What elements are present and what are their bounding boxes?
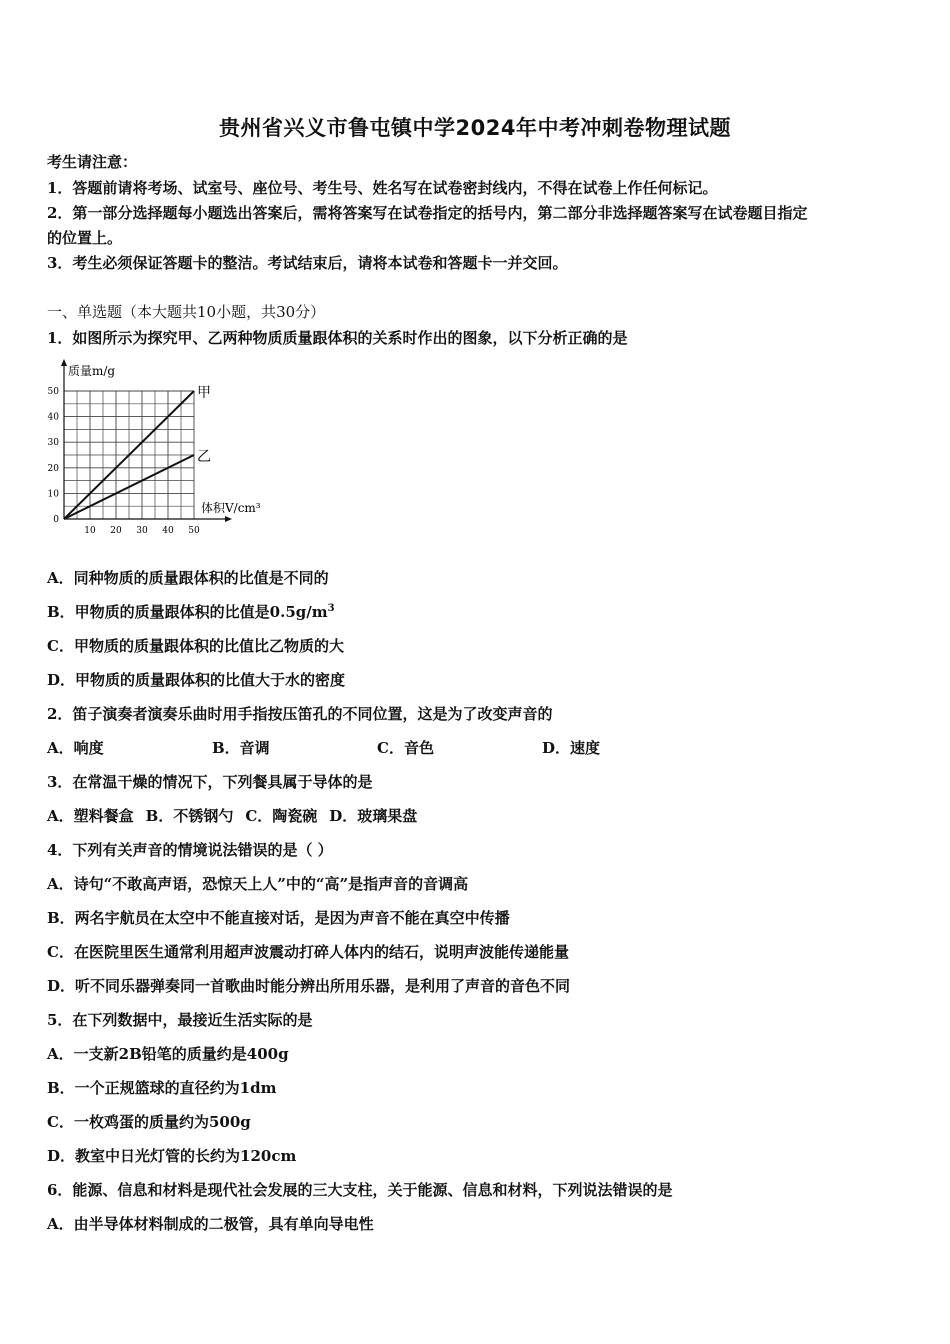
q4-option-d: D．听不同乐器弹奏同一首歌曲时能分辨出所用乐器，是利用了声音的音色不同 — [47, 977, 571, 995]
q2-option-d: D．速度 — [542, 739, 601, 757]
x-axis-label: 体积V/cm³ — [201, 501, 261, 515]
q5-option-c: C．一枚鸡蛋的质量约为500g — [47, 1113, 251, 1131]
q6-option-a: A．由半导体材料制成的二极管，具有单向导电性 — [47, 1215, 374, 1233]
q4-stem: 4．下列有关声音的情境说法错误的是（ ） — [47, 841, 333, 859]
y-tick-label: 0 — [53, 515, 59, 525]
q1-option-c: C．甲物质的质量跟体积的比值比乙物质的大 — [47, 637, 344, 655]
x-tick-label: 30 — [136, 526, 148, 536]
notice-item-1: 1．答题前请将考场、试室号、座位号、考生号、姓名写在试卷密封线内，不得在试卷上作任何标记。 — [47, 179, 718, 197]
q3-option-a: A．塑料餐盒 — [47, 807, 134, 825]
q5-option-d: D．教室中日光灯管的长约为120cm — [47, 1147, 297, 1165]
series-label-2: 乙 — [197, 449, 211, 465]
q3-stem: 3．在常温干燥的情况下，下列餐具属于导体的是 — [47, 773, 373, 791]
notice-item-2-cont: 的位置上。 — [47, 229, 123, 247]
series-label-1: 甲 — [197, 385, 211, 401]
q4-option-b: B．两名宇航员在太空中不能直接对话，是因为声音不能在真空中传播 — [47, 909, 510, 927]
x-tick-label: 10 — [84, 526, 96, 536]
q2-options — [47, 738, 600, 758]
graph-series — [64, 385, 211, 519]
y-axis-arrow — [61, 359, 67, 366]
x-axis-arrow — [225, 516, 232, 522]
q3-option-d: D．玻璃果盘 — [329, 807, 418, 825]
q1-option-b — [47, 602, 335, 622]
q1-stem: 1．如图所示为探究甲、乙两种物质质量跟体积的关系时作出的图象，以下分析正确的是 — [47, 329, 628, 347]
q1-option-a: A．同种物质的质量跟体积的比值是不同的 — [47, 569, 329, 587]
y-tick-label: 20 — [47, 463, 59, 474]
q5-option-b: B．一个正规篮球的直径约为1dm — [47, 1079, 277, 1097]
y-axis-label: 质量m/g — [68, 364, 116, 378]
page-title: 贵州省兴义市鲁屯镇中学2024年中考冲刺卷物理试题 — [219, 116, 731, 140]
q1-option-b-text: B．甲物质的质量跟体积的比值是0.5g/m — [47, 603, 328, 621]
y-tick-label: 40 — [47, 412, 59, 423]
q3-option-b: B．不锈钢勺 — [145, 807, 234, 825]
q4-option-c: C．在医院里医生通常利用超声波震动打碎人体内的结石，说明声波能传递能量 — [47, 943, 569, 961]
graph-labels — [48, 363, 261, 536]
q5-option-a: A．一支新2B铅笔的质量约是400g — [47, 1045, 289, 1063]
notice-item-3: 3．考生必须保证答题卡的整洁。考试结束后，请将本试卷和答题卡一并交回。 — [47, 254, 568, 272]
y-tick-label: 30 — [47, 438, 59, 449]
q1-option-b-sup: 3 — [327, 603, 335, 614]
x-tick-label: 50 — [188, 526, 200, 536]
notice-heading: 考生请注意： — [47, 153, 138, 171]
q1-option-d: D．甲物质的质量跟体积的比值大于水的密度 — [47, 671, 346, 689]
notice-item-2: 2．第一部分选择题每小题选出答案后，需将答案写在试卷指定的括号内，第二部分非选择题答案写在试卷题目指定 — [47, 204, 808, 222]
q5-stem: 5．在下列数据中，最接近生活实际的是 — [47, 1011, 313, 1029]
q2-option-b: B．音调 — [212, 739, 270, 757]
y-tick-label: 10 — [47, 489, 59, 500]
q6-stem: 6．能源、信息和材料是现代社会发展的三大支柱，关于能源、信息和材料，下列说法错误的是 — [47, 1181, 673, 1199]
section-heading: 一、单选题（本大题共10小题，共30分） — [47, 303, 326, 321]
x-tick-label: 20 — [110, 526, 122, 536]
q3-option-c: C．陶瓷碗 — [245, 807, 318, 825]
x-tick-label: 40 — [162, 526, 174, 536]
q2-option-a: A．响度 — [47, 739, 104, 757]
q4-option-a: A．诗句“不敢高声语，恐惊天上人”中的“高”是指声音的音调高 — [47, 875, 469, 893]
q2-stem: 2．笛子演奏者演奏乐曲时用手指按压笛孔的不同位置，这是为了改变声音的 — [47, 705, 553, 723]
q2-option-c: C．音色 — [377, 739, 434, 757]
q3-options — [47, 806, 417, 826]
mass-volume-graph — [46, 355, 271, 540]
y-tick-label: 50 — [47, 387, 59, 397]
